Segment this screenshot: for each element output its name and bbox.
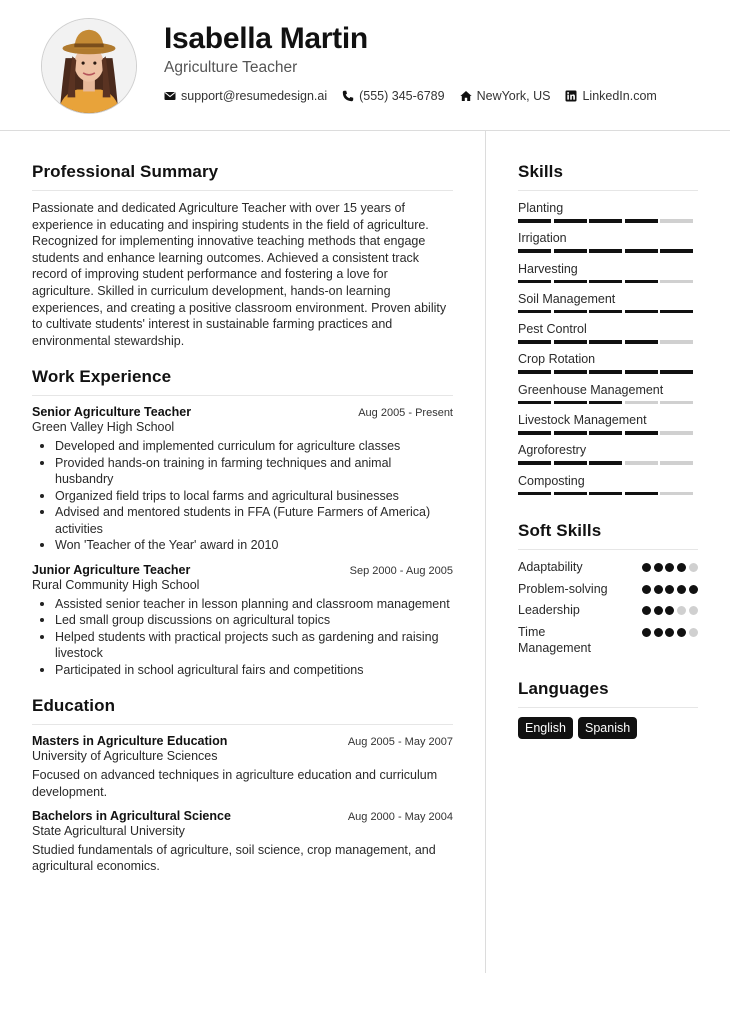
summary-text: Passionate and dedicated Agriculture Teacher with over 15 years of experience in educating and inspiring students in the field of agriculture. Recognized for implementing innovative teaching methods that engage students and enhance learning outcomes. Achieved a consistent track record of improving student performance and fostering a love for agriculture. Skilled in curriculum development, hands-on learning experiences, and creating a positive classroom environment. Proven ability to cultivate students' interest in sustainable farming practices and environmental stewardship. — [32, 201, 447, 348]
education-description: Studied fundamentals of agriculture, soil science, crop management, and agricultural economics. — [32, 842, 436, 874]
list-item: Developed and implemented curriculum for agriculture classes — [32, 438, 453, 455]
rating-dot — [665, 606, 674, 615]
soft-skill-rating — [639, 628, 698, 637]
skill-level-segment — [554, 461, 587, 465]
summary-section — [32, 162, 453, 349]
skills-heading: Skills — [518, 162, 698, 191]
home-icon — [460, 90, 472, 102]
skill-level-bar — [518, 310, 698, 314]
languages-list — [518, 717, 698, 739]
school-name: University of Agriculture Sciences — [32, 749, 218, 764]
skill-level-segment — [625, 370, 658, 374]
skill-level-segment — [625, 461, 658, 465]
skills-section — [518, 162, 698, 503]
contact-bar — [164, 89, 672, 103]
phone-icon — [342, 90, 354, 102]
avatar-illustration — [42, 19, 136, 113]
skill-level-segment — [589, 370, 622, 374]
rating-dot — [665, 585, 674, 594]
skill-level-segment — [625, 431, 658, 435]
sidebar-column — [518, 162, 698, 739]
list-item: Participated in school agricultural fairs and competitions — [32, 662, 453, 679]
skill-level-segment — [518, 249, 551, 253]
job-bullets — [32, 438, 453, 554]
candidate-name: Isabella Martin — [164, 22, 368, 55]
skill-level-bar — [518, 340, 698, 344]
rating-dot — [654, 585, 663, 594]
skill-level-segment — [554, 370, 587, 374]
list-item: Organized field trips to local farms and agricultural businesses — [32, 488, 453, 505]
skill-level-segment — [660, 401, 693, 405]
job-role: Senior Agriculture Teacher — [32, 405, 192, 420]
skill-level-bar — [518, 461, 698, 465]
list-item: Advised and mentored students in FFA (Future Farmers of America) activities — [32, 504, 453, 537]
soft-skill-item — [518, 602, 698, 619]
skill-level-segment — [518, 431, 551, 435]
candidate-title: Agriculture Teacher — [164, 59, 298, 76]
rating-dot — [689, 606, 698, 615]
skill-level-segment — [589, 340, 622, 344]
languages-section — [518, 679, 698, 739]
skill-item — [518, 230, 698, 260]
skill-level-bar — [518, 219, 698, 223]
rating-dot — [677, 606, 686, 615]
job-bullets — [32, 596, 453, 679]
skill-level-segment — [660, 431, 693, 435]
skill-item — [518, 473, 698, 503]
skill-level-segment — [518, 461, 551, 465]
list-item: Provided hands-on training in farming techniques and animal husbandry — [32, 455, 453, 488]
job-organization: Green Valley High School — [32, 420, 175, 435]
skill-level-bar — [518, 431, 698, 435]
soft-skills-section — [518, 521, 698, 657]
soft-skill-name: Time Management — [518, 624, 591, 656]
envelope-icon — [164, 90, 176, 102]
list-item: Won 'Teacher of the Year' award in 2010 — [32, 537, 453, 554]
skill-level-segment — [554, 280, 587, 284]
contact-linkedin[interactable] — [565, 89, 656, 103]
rating-dot — [677, 628, 686, 637]
education-heading: Education — [32, 696, 453, 725]
education-date: Aug 2005 - May 2007 — [347, 736, 453, 749]
skill-level-segment — [554, 431, 587, 435]
rating-dot — [689, 563, 698, 572]
soft-skill-item — [518, 624, 698, 657]
skill-level-segment — [660, 310, 693, 314]
skill-level-segment — [660, 492, 693, 496]
skill-item — [518, 442, 698, 472]
education-entry — [32, 809, 453, 875]
job-date: Aug 2005 - Present — [358, 407, 453, 420]
main-column — [32, 162, 453, 883]
skill-level-segment — [660, 249, 693, 253]
skill-level-segment — [518, 340, 551, 344]
list-item: Helped students with practical projects such as gardening and raising livestock — [32, 629, 453, 662]
skill-name: Agroforestry — [518, 443, 587, 458]
soft-skill-rating — [639, 585, 698, 594]
soft-skill-name: Leadership — [518, 603, 580, 618]
education-entry — [32, 734, 453, 800]
skill-level-segment — [660, 370, 693, 374]
skill-level-segment — [518, 219, 551, 223]
rating-dot — [677, 563, 686, 572]
language-tag: English — [518, 717, 573, 739]
contact-location — [460, 89, 551, 103]
rating-dot — [654, 606, 663, 615]
skill-level-segment — [625, 280, 658, 284]
skill-level-segment — [554, 401, 587, 405]
skill-level-segment — [589, 280, 622, 284]
rating-dot — [665, 563, 674, 572]
skill-name: Greenhouse Management — [518, 382, 664, 397]
job-role: Junior Agriculture Teacher — [32, 562, 191, 577]
contact-phone[interactable] — [342, 89, 444, 103]
skill-level-segment — [554, 340, 587, 344]
skill-level-segment — [660, 280, 693, 284]
skill-item — [518, 291, 698, 321]
skill-name: Soil Management — [518, 291, 616, 306]
skill-item — [518, 412, 698, 442]
skills-list — [518, 200, 698, 503]
job-entry — [32, 405, 453, 554]
contact-phone-text: (555) 345-6789 — [359, 89, 445, 103]
degree-title: Masters in Agriculture Education — [32, 734, 228, 749]
job-date: Sep 2000 - Aug 2005 — [349, 564, 453, 577]
skill-level-segment — [625, 249, 658, 253]
skill-level-segment — [518, 280, 551, 284]
profile-photo — [41, 18, 137, 114]
skill-level-segment — [518, 492, 551, 496]
rating-dot — [642, 563, 651, 572]
soft-skills-list — [518, 559, 698, 657]
rating-dot — [689, 585, 698, 594]
soft-skill-rating — [639, 606, 698, 615]
rating-dot — [642, 628, 651, 637]
skill-level-segment — [589, 461, 622, 465]
degree-title: Bachelors in Agricultural Science — [32, 808, 231, 823]
skill-item — [518, 382, 698, 412]
skill-level-segment — [660, 219, 693, 223]
skill-level-segment — [660, 340, 693, 344]
skill-level-segment — [589, 310, 622, 314]
rating-dot — [665, 628, 674, 637]
skill-level-bar — [518, 280, 698, 284]
skill-item — [518, 351, 698, 381]
linkedin-icon — [565, 90, 577, 102]
school-name: State Agricultural University — [32, 823, 185, 838]
skill-level-segment — [625, 219, 658, 223]
skill-name: Pest Control — [518, 322, 587, 337]
skill-level-segment — [625, 401, 658, 405]
skill-item — [518, 261, 698, 291]
skill-level-segment — [625, 310, 658, 314]
skill-level-segment — [554, 249, 587, 253]
rating-dot — [689, 628, 698, 637]
soft-skill-name: Problem-solving — [518, 581, 608, 596]
skill-level-segment — [554, 310, 587, 314]
skill-level-bar — [518, 249, 698, 253]
list-item: Led small group discussions on agricultural topics — [32, 612, 453, 629]
skill-level-bar — [518, 401, 698, 405]
contact-email-text: support@resumedesign.ai — [181, 89, 328, 103]
column-divider — [485, 131, 486, 973]
soft-skills-heading: Soft Skills — [518, 521, 698, 550]
skill-level-segment — [625, 492, 658, 496]
contact-location-text: NewYork, US — [476, 89, 551, 103]
languages-heading: Languages — [518, 679, 698, 708]
soft-skill-item — [518, 559, 698, 576]
skill-level-bar — [518, 370, 698, 374]
skill-name: Composting — [518, 473, 585, 488]
skill-name: Harvesting — [518, 261, 578, 276]
skill-level-segment — [589, 249, 622, 253]
skill-level-segment — [589, 219, 622, 223]
skill-name: Crop Rotation — [518, 352, 596, 367]
resume-header — [0, 0, 730, 131]
rating-dot — [642, 606, 651, 615]
skill-name: Irrigation — [518, 231, 567, 246]
education-date: Aug 2000 - May 2004 — [347, 810, 453, 823]
job-organization: Rural Community High School — [32, 577, 200, 592]
skill-item — [518, 200, 698, 230]
rating-dot — [654, 628, 663, 637]
skill-level-segment — [589, 492, 622, 496]
skill-level-segment — [554, 219, 587, 223]
skill-level-segment — [518, 370, 551, 374]
skill-level-segment — [554, 492, 587, 496]
soft-skill-item — [518, 581, 698, 598]
contact-email[interactable] — [164, 89, 327, 103]
contact-linkedin-text: LinkedIn.com — [582, 89, 657, 103]
rating-dot — [642, 585, 651, 594]
soft-skill-rating — [639, 563, 698, 572]
soft-skill-name: Adaptability — [518, 559, 583, 574]
skill-level-segment — [518, 310, 551, 314]
skill-level-segment — [660, 461, 693, 465]
skill-name: Planting — [518, 201, 564, 215]
experience-heading: Work Experience — [32, 367, 453, 396]
education-section — [32, 696, 453, 874]
job-entry — [32, 563, 453, 679]
skill-level-segment — [589, 431, 622, 435]
skill-name: Livestock Management — [518, 413, 647, 428]
skill-level-segment — [518, 401, 551, 405]
skill-level-segment — [625, 340, 658, 344]
skill-level-segment — [589, 401, 622, 405]
summary-heading: Professional Summary — [32, 162, 453, 191]
skill-item — [518, 321, 698, 351]
skill-level-bar — [518, 492, 698, 496]
rating-dot — [677, 585, 686, 594]
list-item: Assisted senior teacher in lesson planning and classroom management — [32, 596, 453, 613]
rating-dot — [654, 563, 663, 572]
language-tag: Spanish — [578, 717, 637, 739]
experience-section — [32, 367, 453, 678]
education-description: Focused on advanced techniques in agriculture education and curriculum development. — [32, 768, 438, 799]
